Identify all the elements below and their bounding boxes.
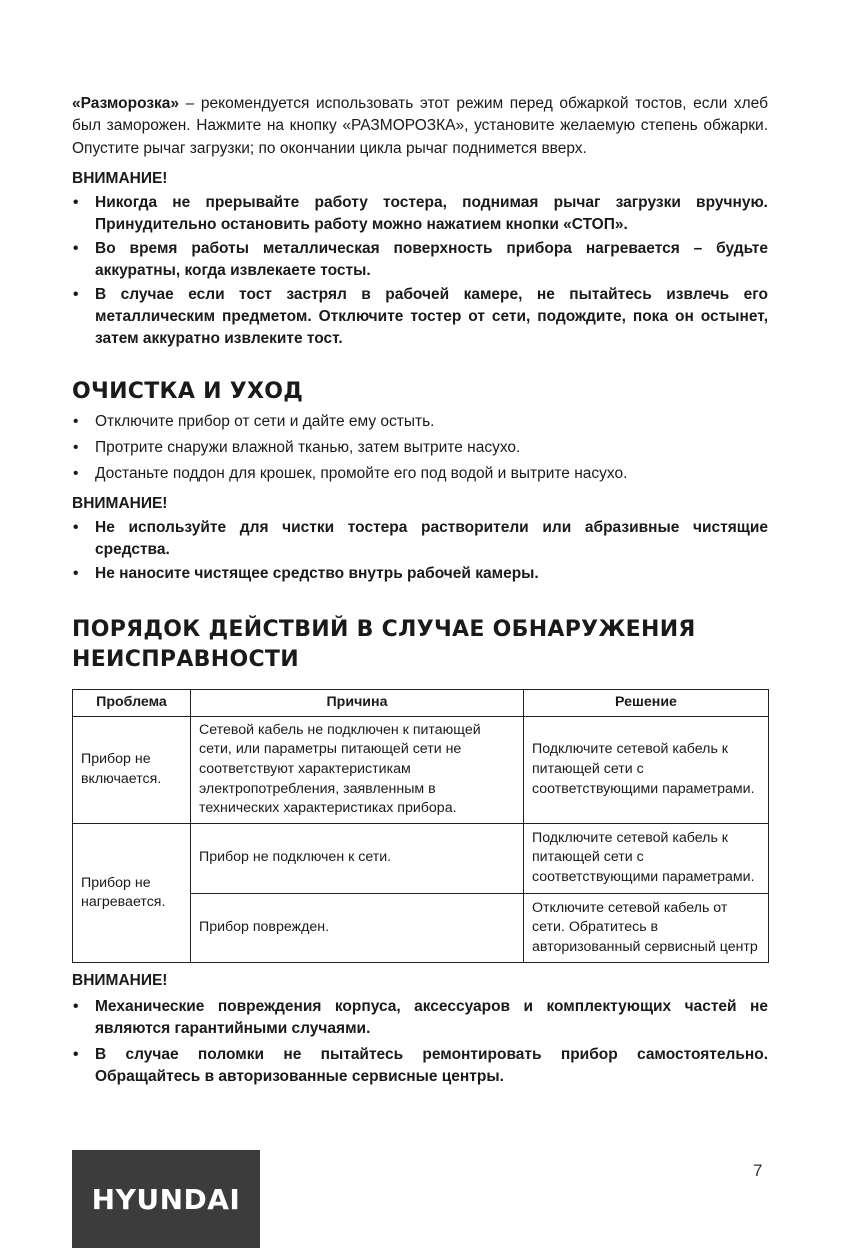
cleaning-step: • Протрите снаружи влажной тканью, затем вытрите насухо. (72, 437, 768, 459)
warning-item: • Никогда не прерывайте работу тостера, поднимая рычаг загрузки вручную. Принудительно остановить работу можно нажатием кнопки «СТОП». (72, 192, 768, 236)
warning-item: • Не используйте для чистки тостера растворители или абразивные чистящие средства. (72, 517, 768, 561)
header-problem: Проблема (73, 689, 191, 716)
cleaning-step: • Отключите прибор от сети и дайте ему остыть. (72, 411, 768, 433)
header-cause: Причина (191, 689, 524, 716)
hyundai-logo (72, 1150, 260, 1248)
defrost-term: «Разморозка» (72, 95, 180, 112)
warning-item: • В случае если тост застрял в рабочей камере, не пытайтесь извлечь его металлическим предметом. Отключите тостер от сети, подождите, пока он остынет, затем аккуратно извлеките тост. (72, 284, 768, 350)
defrost-paragraph (72, 93, 768, 160)
cause-cell: Прибор поврежден. (191, 893, 524, 963)
page-number: 7 (753, 1161, 763, 1180)
table-row (73, 716, 769, 823)
cause-cell: Сетевой кабель не подключен к питающей сети, или параметры питающей сети не соответствуют характеристикам электропотребления, заявленным в технических характеристиках прибора. (191, 716, 524, 823)
table-row (73, 823, 769, 893)
header-solution: Решение (524, 689, 769, 716)
warning-item: • В случае поломки не пытайтесь ремонтировать прибор самостоятельно. Обращайтесь в авторизованные сервисные центры. (72, 1044, 768, 1088)
warranty-warnings (72, 996, 768, 1088)
defrost-text: – рекомендуется использовать этот режим перед обжаркой тостов, если хлеб был заморожен. Нажмите на кнопку «РАЗМОРОЗКА», установите желаемую степень обжарки. Опустите рычаг загрузки; по окончании цикла рычаг поднимется вверх. (72, 95, 768, 157)
operation-warnings (72, 192, 768, 350)
warning-item: • Механические повреждения корпуса, аксессуаров и комплектующих частей не являются гарантийными случаями. (72, 996, 768, 1040)
problem-cell: Прибор не нагревается. (73, 823, 191, 963)
cause-cell: Прибор не подключен к сети. (191, 823, 524, 893)
cleaning-steps (72, 411, 768, 485)
warning-item: • Во время работы металлическая поверхность прибора нагревается – будьте аккуратны, когда извлекаете тосты. (72, 238, 768, 282)
solution-cell: Подключите сетевой кабель к питающей сети с соответствующими параметрами. (524, 823, 769, 893)
troubleshooting-title: ПОРЯДОК ДЕЙСТВИЙ В СЛУЧАЕ ОБНАРУЖЕНИЯ НЕИСПРАВНОСТИ (72, 616, 696, 672)
solution-cell: Подключите сетевой кабель к питающей сети с соответствующими параметрами. (524, 716, 769, 823)
warning-heading: ВНИМАНИЕ! (72, 169, 168, 187)
warning-item: • Не наносите чистящее средство внутрь рабочей камеры. (72, 563, 768, 585)
warning-heading: ВНИМАНИЕ! (72, 972, 168, 990)
solution-cell: Отключите сетевой кабель от сети. Обратитесь в авторизованный сервисный центр (524, 893, 769, 963)
problem-cell: Прибор не включается. (73, 716, 191, 823)
cleaning-warnings (72, 517, 768, 585)
cleaning-title: ОЧИСТКА И УХОД (72, 378, 304, 404)
cleaning-step: • Достаньте поддон для крошек, промойте его под водой и вытрите насухо. (72, 463, 768, 485)
page-content (72, 93, 768, 1088)
troubleshooting-table (72, 689, 769, 964)
warning-heading: ВНИМАНИЕ! (72, 494, 168, 512)
brand-name: HYUNDAI (91, 1182, 241, 1216)
table-header-row (73, 689, 769, 716)
